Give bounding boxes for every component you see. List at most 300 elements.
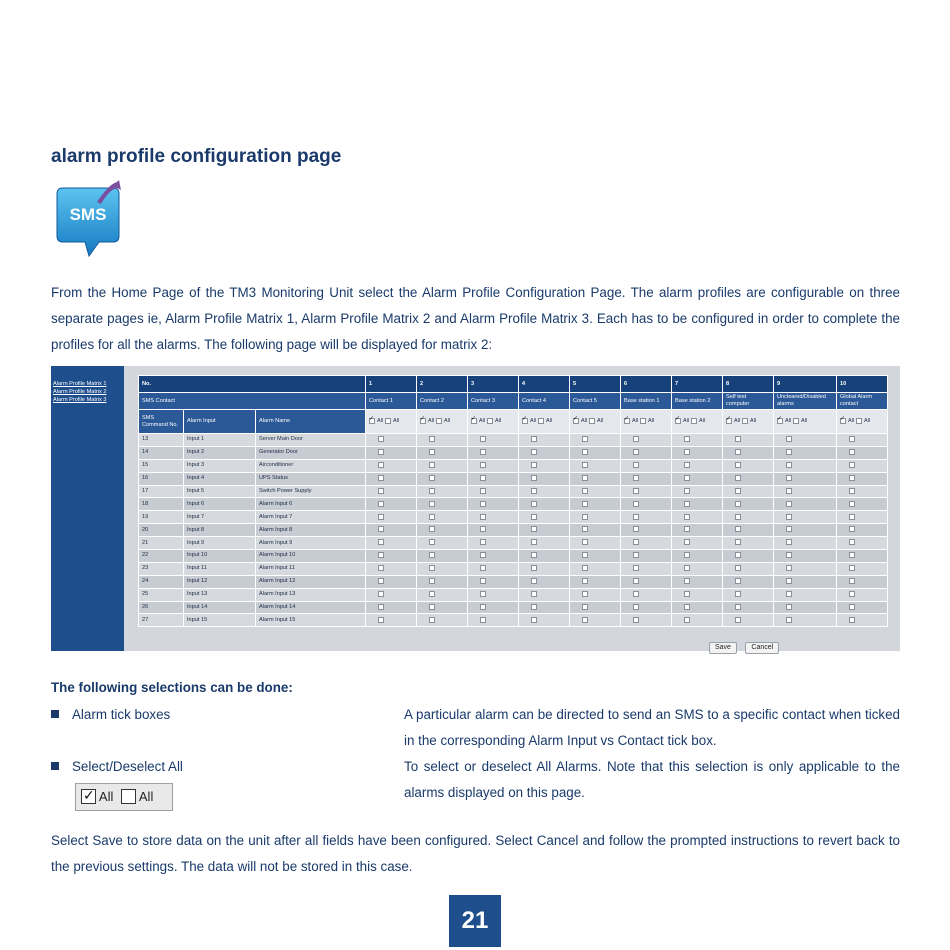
contact-number: 6 [621, 376, 672, 393]
alarm-checkbox[interactable] [582, 591, 588, 597]
alarm-checkbox[interactable] [786, 462, 792, 468]
alarm-checkbox[interactable] [582, 514, 588, 520]
alarm-checkbox[interactable] [531, 501, 537, 507]
contact-name: Base station 2 [672, 393, 723, 410]
alarm-checkbox[interactable] [633, 501, 639, 507]
alarm-checkbox[interactable] [684, 539, 690, 545]
closing-paragraph: Select Save to store data on the unit after all fields have been configured. Select Cancel and follow the prompted instructions to revert back to the previous settings. The data will not be stored in this case. [51, 833, 900, 874]
alarm-checkbox[interactable] [480, 449, 486, 455]
alarm-checkbox[interactable] [684, 617, 690, 623]
all-label: All [683, 418, 689, 425]
deselect-all-checkbox[interactable] [793, 418, 799, 424]
alarm-checkbox[interactable] [378, 501, 384, 507]
alarm-checkbox[interactable] [849, 488, 855, 494]
alarm-checkbox[interactable] [849, 514, 855, 520]
alarm-checkbox[interactable] [429, 449, 435, 455]
alarm-checkbox-cell [366, 472, 417, 485]
alarm-checkbox[interactable] [378, 604, 384, 610]
select-all-checkbox[interactable] [777, 418, 783, 424]
alarm-checkbox-cell [570, 472, 621, 485]
page-heading: alarm profile configuration page [51, 146, 342, 167]
all-label: All [864, 418, 870, 425]
alarm-checkbox[interactable] [633, 475, 639, 481]
alarm-checkbox[interactable] [531, 552, 537, 558]
alarm-input-cell: Input 13 [184, 588, 256, 601]
alarm-checkbox-cell [366, 524, 417, 537]
alarm-checkbox[interactable] [429, 539, 435, 545]
alarm-checkbox[interactable] [480, 578, 486, 584]
alarm-checkbox[interactable] [849, 526, 855, 532]
alarm-checkbox[interactable] [531, 449, 537, 455]
alarm-checkbox-cell [570, 485, 621, 498]
alarm-checkbox[interactable] [786, 617, 792, 623]
nav-link-matrix-1[interactable]: Alarm Profile Matrix 1 [53, 381, 107, 387]
alarm-checkbox[interactable] [429, 526, 435, 532]
alarm-checkbox[interactable] [849, 591, 855, 597]
alarm-checkbox-cell [366, 498, 417, 511]
alarm-checkbox-cell [417, 485, 468, 498]
alarm-checkbox[interactable] [582, 436, 588, 442]
table-row [139, 485, 888, 498]
alarm-checkbox[interactable] [849, 565, 855, 571]
alarm-checkbox-cell [519, 575, 570, 588]
alarm-checkbox[interactable] [849, 475, 855, 481]
alarm-checkbox[interactable] [735, 501, 741, 507]
alarm-checkbox[interactable] [531, 565, 537, 571]
alarm-name-cell: Alarm Input 7 [256, 511, 366, 524]
alarm-input-cell: Input 1 [184, 434, 256, 447]
alarm-checkbox-cell [621, 524, 672, 537]
alarm-checkbox[interactable] [480, 565, 486, 571]
table-row [139, 472, 888, 485]
table-row [139, 434, 888, 447]
alarm-checkbox[interactable] [378, 591, 384, 597]
select-all-checkbox[interactable] [726, 418, 732, 424]
alarm-checkbox[interactable] [531, 578, 537, 584]
alarm-checkbox[interactable] [480, 488, 486, 494]
alarm-checkbox[interactable] [582, 578, 588, 584]
alarm-checkbox-cell [723, 524, 774, 537]
contact-number: 7 [672, 376, 723, 393]
alarm-checkbox[interactable] [429, 617, 435, 623]
alarm-checkbox[interactable] [684, 462, 690, 468]
select-all-checkbox[interactable] [573, 418, 579, 424]
alarm-checkbox[interactable] [786, 578, 792, 584]
alarm-checkbox[interactable] [378, 578, 384, 584]
deselect-all-checkbox[interactable] [640, 418, 646, 424]
alarm-checkbox[interactable] [480, 591, 486, 597]
alarm-checkbox-cell [774, 562, 837, 575]
select-all-checkbox[interactable] [81, 789, 96, 804]
alarm-checkbox[interactable] [378, 526, 384, 532]
alarm-checkbox-cell [570, 446, 621, 459]
select-all-checkbox[interactable] [420, 418, 426, 424]
alarm-checkbox[interactable] [735, 514, 741, 520]
alarm-checkbox[interactable] [429, 552, 435, 558]
alarm-checkbox[interactable] [582, 488, 588, 494]
alarm-checkbox[interactable] [429, 501, 435, 507]
alarm-checkbox[interactable] [849, 449, 855, 455]
select-all-checkbox[interactable] [471, 418, 477, 424]
alarm-checkbox[interactable] [735, 449, 741, 455]
all-label: All [801, 418, 807, 425]
contact-name: Base station 1 [621, 393, 672, 410]
alarm-checkbox[interactable] [582, 617, 588, 623]
sms-command-cell: 26 [139, 601, 184, 614]
alarm-checkbox-cell [837, 434, 888, 447]
table-row [139, 562, 888, 575]
alarm-name-cell: Alarm Input 15 [256, 614, 366, 627]
table-row [139, 446, 888, 459]
alarm-checkbox[interactable] [684, 488, 690, 494]
alarm-checkbox[interactable] [582, 565, 588, 571]
alarm-checkbox[interactable] [633, 617, 639, 623]
alarm-checkbox[interactable] [582, 539, 588, 545]
alarm-checkbox[interactable] [531, 514, 537, 520]
alarm-checkbox[interactable] [786, 526, 792, 532]
deselect-all-checkbox[interactable] [487, 418, 493, 424]
alarm-checkbox[interactable] [735, 475, 741, 481]
alarm-checkbox-cell [723, 575, 774, 588]
sms-command-cell: 14 [139, 446, 184, 459]
alarm-checkbox-cell [837, 511, 888, 524]
alarm-checkbox[interactable] [429, 436, 435, 442]
alarm-checkbox[interactable] [531, 591, 537, 597]
alarm-checkbox[interactable] [480, 436, 486, 442]
selections-heading: The following selections can be done: [51, 680, 293, 695]
alarm-checkbox-cell [723, 614, 774, 627]
alarm-checkbox[interactable] [378, 488, 384, 494]
alarm-input-cell: Input 12 [184, 575, 256, 588]
alarm-checkbox[interactable] [786, 539, 792, 545]
alarm-checkbox-cell [672, 446, 723, 459]
alarm-checkbox-cell [417, 434, 468, 447]
alarm-checkbox[interactable] [582, 462, 588, 468]
alarm-checkbox-cell [366, 446, 417, 459]
alarm-checkbox[interactable] [849, 436, 855, 442]
bullet-select-all [51, 759, 183, 774]
alarm-checkbox-cell [837, 614, 888, 627]
alarm-checkbox-cell [723, 588, 774, 601]
alarm-checkbox-cell [570, 562, 621, 575]
alarm-checkbox[interactable] [582, 526, 588, 532]
contact-number: 3 [468, 376, 519, 393]
bullet-label: Select/Deselect All [72, 759, 183, 774]
alarm-checkbox[interactable] [633, 436, 639, 442]
alarm-checkbox[interactable] [480, 462, 486, 468]
select-all-checkbox[interactable] [369, 418, 375, 424]
all-label: All [377, 418, 383, 425]
alarm-checkbox[interactable] [429, 604, 435, 610]
alarm-checkbox-cell [774, 511, 837, 524]
contact-number: 9 [774, 376, 837, 393]
alarm-checkbox-cell [417, 537, 468, 550]
alarm-checkbox[interactable] [480, 539, 486, 545]
alarm-checkbox[interactable] [786, 449, 792, 455]
alarm-checkbox[interactable] [684, 501, 690, 507]
alarm-checkbox[interactable] [684, 526, 690, 532]
alarm-checkbox-cell [774, 537, 837, 550]
alarm-input-cell: Input 9 [184, 537, 256, 550]
alarm-checkbox[interactable] [429, 462, 435, 468]
alarm-checkbox[interactable] [633, 565, 639, 571]
alarm-checkbox[interactable] [735, 488, 741, 494]
alarm-checkbox[interactable] [633, 488, 639, 494]
alarm-checkbox[interactable] [480, 501, 486, 507]
alarm-checkbox[interactable] [786, 475, 792, 481]
alarm-checkbox-cell [621, 446, 672, 459]
alarm-checkbox[interactable] [633, 514, 639, 520]
header-row-numbers [139, 376, 888, 393]
alarm-checkbox[interactable] [684, 449, 690, 455]
alarm-checkbox[interactable] [480, 475, 486, 481]
alarm-input-cell: Input 4 [184, 472, 256, 485]
contact-number: 5 [570, 376, 621, 393]
alarm-checkbox[interactable] [735, 565, 741, 571]
alarm-checkbox[interactable] [735, 591, 741, 597]
alarm-checkbox-cell [366, 614, 417, 627]
alarm-checkbox[interactable] [429, 514, 435, 520]
alarm-input-cell: Input 10 [184, 550, 256, 563]
alarm-checkbox[interactable] [684, 475, 690, 481]
alarm-checkbox-cell [723, 537, 774, 550]
alarm-name-cell: Alarm Input 9 [256, 537, 366, 550]
alarm-checkbox[interactable] [849, 539, 855, 545]
alarm-checkbox[interactable] [633, 539, 639, 545]
alarm-checkbox[interactable] [849, 617, 855, 623]
alarm-checkbox[interactable] [378, 436, 384, 442]
nav-link-matrix-2[interactable]: Alarm Profile Matrix 2 [53, 389, 107, 395]
alarm-checkbox[interactable] [849, 578, 855, 584]
alarm-checkbox[interactable] [378, 475, 384, 481]
alarm-checkbox[interactable] [480, 617, 486, 623]
all-label: All [699, 418, 705, 425]
sms-command-cell: 27 [139, 614, 184, 627]
deselect-all-checkbox[interactable] [742, 418, 748, 424]
alarm-checkbox[interactable] [849, 462, 855, 468]
bullet-alarm-tick-boxes [51, 707, 170, 722]
alarm-checkbox[interactable] [735, 436, 741, 442]
alarm-checkbox[interactable] [531, 617, 537, 623]
sms-command-cell: 15 [139, 459, 184, 472]
alarm-checkbox[interactable] [849, 604, 855, 610]
alarm-checkbox[interactable] [531, 475, 537, 481]
contact-name: Contact 4 [519, 393, 570, 410]
contact-number: 4 [519, 376, 570, 393]
alarm-name-cell: Alarm Input 14 [256, 601, 366, 614]
alarm-checkbox-cell [672, 588, 723, 601]
save-button[interactable]: Save [709, 642, 737, 654]
alarm-checkbox-cell [468, 537, 519, 550]
contact-number: 8 [723, 376, 774, 393]
contact-name: Contact 1 [366, 393, 417, 410]
alarm-checkbox[interactable] [786, 604, 792, 610]
alarm-checkbox[interactable] [582, 552, 588, 558]
alarm-checkbox-cell [621, 498, 672, 511]
alarm-checkbox-cell [468, 614, 519, 627]
alarm-checkbox-cell [468, 575, 519, 588]
contact-name: Contact 5 [570, 393, 621, 410]
alarm-checkbox[interactable] [786, 565, 792, 571]
deselect-all-checkbox[interactable] [856, 418, 862, 424]
all-label: All [734, 418, 740, 425]
alarm-checkbox[interactable] [735, 552, 741, 558]
nav-link-matrix-3[interactable]: Alarm Profile Matrix 3 [53, 397, 107, 403]
alarm-checkbox[interactable] [429, 578, 435, 584]
alarm-checkbox[interactable] [378, 539, 384, 545]
alarm-checkbox[interactable] [735, 604, 741, 610]
alarm-checkbox[interactable] [684, 578, 690, 584]
sms-command-cell: 22 [139, 550, 184, 563]
alarm-checkbox-cell [837, 446, 888, 459]
deselect-all-checkbox[interactable] [589, 418, 595, 424]
alarm-checkbox[interactable] [786, 552, 792, 558]
alarm-checkbox[interactable] [786, 488, 792, 494]
alarm-checkbox-cell [723, 472, 774, 485]
alarm-checkbox[interactable] [531, 526, 537, 532]
all-label: All [750, 418, 756, 425]
alarm-checkbox[interactable] [531, 488, 537, 494]
alarm-checkbox[interactable] [633, 591, 639, 597]
bullet-description: A particular alarm can be directed to send an SMS to a specific contact when ticked in the corresponding Alarm Input vs Contact tick box. [404, 707, 900, 748]
deselect-all-checkbox[interactable] [385, 418, 391, 424]
alarm-checkbox-cell [570, 588, 621, 601]
alarm-checkbox[interactable] [735, 617, 741, 623]
all-label: All [479, 418, 485, 425]
cancel-button[interactable]: Cancel [745, 642, 779, 654]
alarm-checkbox[interactable] [429, 591, 435, 597]
alarm-checkbox[interactable] [684, 604, 690, 610]
alarm-checkbox-cell [723, 459, 774, 472]
deselect-all-checkbox[interactable] [691, 418, 697, 424]
alarm-checkbox[interactable] [378, 449, 384, 455]
sms-command-cell: 19 [139, 511, 184, 524]
alarm-checkbox-cell [468, 562, 519, 575]
alarm-checkbox[interactable] [633, 449, 639, 455]
alarm-checkbox[interactable] [633, 462, 639, 468]
alarm-checkbox[interactable] [378, 514, 384, 520]
alarm-checkbox-cell [621, 434, 672, 447]
alarm-checkbox[interactable] [849, 501, 855, 507]
alarm-checkbox[interactable] [531, 462, 537, 468]
select-all-checkbox[interactable] [522, 418, 528, 424]
form-buttons [709, 636, 783, 654]
alarm-input-cell: Input 8 [184, 524, 256, 537]
sms-command-cell: 13 [139, 434, 184, 447]
bullet-square-icon [51, 710, 59, 718]
alarm-checkbox[interactable] [684, 591, 690, 597]
alarm-checkbox[interactable] [786, 501, 792, 507]
alarm-checkbox[interactable] [684, 514, 690, 520]
alarm-checkbox[interactable] [429, 488, 435, 494]
alarm-checkbox-cell [519, 434, 570, 447]
alarm-checkbox[interactable] [786, 514, 792, 520]
alarm-checkbox[interactable] [480, 514, 486, 520]
alarm-checkbox[interactable] [735, 462, 741, 468]
sms-command-cell: 21 [139, 537, 184, 550]
alarm-checkbox[interactable] [582, 501, 588, 507]
alarm-checkbox[interactable] [582, 449, 588, 455]
alarm-checkbox-cell [621, 575, 672, 588]
table-row [139, 537, 888, 550]
alarm-checkbox-cell [837, 588, 888, 601]
alarm-checkbox[interactable] [429, 565, 435, 571]
alarm-checkbox[interactable] [480, 526, 486, 532]
alarm-checkbox-cell [366, 485, 417, 498]
alarm-checkbox-cell [570, 511, 621, 524]
alarm-checkbox[interactable] [480, 552, 486, 558]
header-row-columns [139, 410, 888, 434]
select-all-checkbox[interactable] [675, 418, 681, 424]
sms-command-cell: 17 [139, 485, 184, 498]
alarm-checkbox-cell [468, 524, 519, 537]
alarm-checkbox[interactable] [582, 604, 588, 610]
select-all-checkbox[interactable] [840, 418, 846, 424]
alarm-checkbox-cell [672, 601, 723, 614]
deselect-all-checkbox[interactable] [121, 789, 136, 804]
alarm-checkbox[interactable] [633, 604, 639, 610]
alarm-checkbox[interactable] [633, 578, 639, 584]
alarm-checkbox-cell [672, 614, 723, 627]
alarm-checkbox[interactable] [684, 436, 690, 442]
alarm-checkbox-cell [417, 614, 468, 627]
alarm-checkbox-cell [774, 434, 837, 447]
sms-icon [53, 180, 125, 260]
alarm-checkbox[interactable] [786, 591, 792, 597]
alarm-checkbox[interactable] [531, 539, 537, 545]
alarm-checkbox-cell [366, 434, 417, 447]
alarm-checkbox[interactable] [480, 604, 486, 610]
all-label: All [785, 418, 791, 425]
alarm-checkbox-cell [519, 524, 570, 537]
deselect-all-checkbox[interactable] [436, 418, 442, 424]
deselect-all-checkbox[interactable] [538, 418, 544, 424]
alarm-checkbox[interactable] [735, 578, 741, 584]
alarm-checkbox-cell [417, 588, 468, 601]
alarm-checkbox[interactable] [684, 552, 690, 558]
alarm-checkbox[interactable] [378, 462, 384, 468]
alarm-checkbox-cell [519, 614, 570, 627]
table-row [139, 550, 888, 563]
alarm-checkbox[interactable] [633, 552, 639, 558]
table-row [139, 601, 888, 614]
alarm-checkbox[interactable] [378, 552, 384, 558]
alarm-checkbox[interactable] [633, 526, 639, 532]
alarm-checkbox[interactable] [735, 526, 741, 532]
alarm-checkbox-cell [672, 459, 723, 472]
alarm-checkbox[interactable] [735, 539, 741, 545]
alarm-checkbox-cell [672, 537, 723, 550]
all-toggle-cell [366, 410, 417, 434]
alarm-checkbox[interactable] [378, 565, 384, 571]
alarm-checkbox-cell [519, 498, 570, 511]
alarm-checkbox[interactable] [531, 604, 537, 610]
alarm-checkbox[interactable] [378, 617, 384, 623]
alarm-checkbox-cell [621, 550, 672, 563]
select-all-checkbox[interactable] [624, 418, 630, 424]
alarm-checkbox-cell [570, 524, 621, 537]
alarm-checkbox[interactable] [582, 475, 588, 481]
alarm-checkbox[interactable] [786, 436, 792, 442]
select-all-label: All [98, 789, 114, 804]
alarm-checkbox[interactable] [684, 565, 690, 571]
alarm-checkbox[interactable] [429, 475, 435, 481]
alarm-checkbox-cell [519, 550, 570, 563]
alarm-checkbox-cell [366, 562, 417, 575]
alarm-checkbox[interactable] [531, 436, 537, 442]
alarm-checkbox-cell [672, 575, 723, 588]
alarm-checkbox[interactable] [849, 552, 855, 558]
